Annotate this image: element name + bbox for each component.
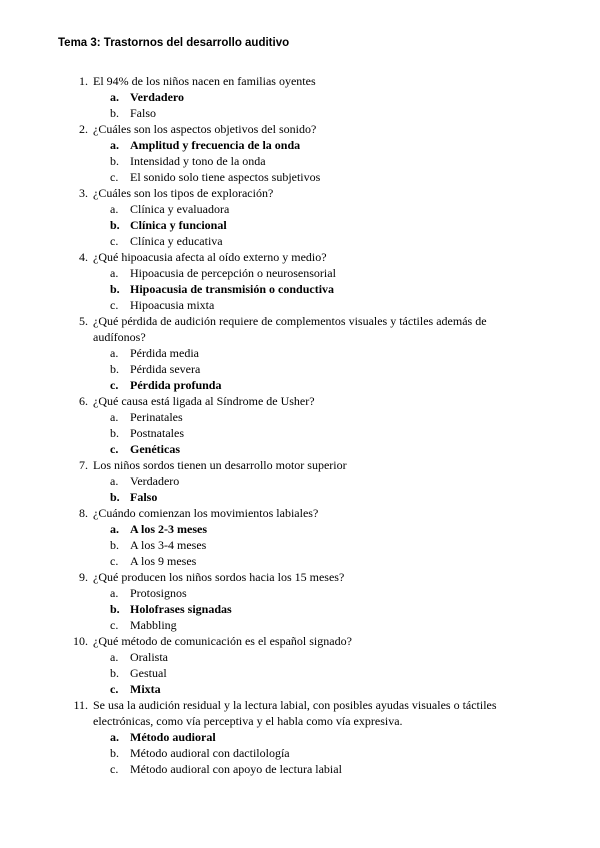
option-text: Intensidad y tono de la onda: [130, 154, 266, 168]
option-letter: b.: [110, 746, 119, 760]
option-letter: a.: [110, 650, 119, 664]
option-letter: a.: [110, 346, 119, 360]
option-b: [0, 217, 600, 233]
option-letter: a.: [110, 730, 119, 744]
option-c: [0, 297, 600, 313]
question-text: ¿Cuáles son los tipos de exploración?: [93, 186, 274, 200]
option-b: [0, 153, 600, 169]
option-letter: b.: [110, 538, 119, 552]
option-b: [0, 489, 600, 505]
option-c: [0, 441, 600, 457]
option-letter: a.: [110, 266, 119, 280]
option-text: Verdadero: [130, 474, 180, 488]
question-number: 10.: [73, 634, 88, 648]
option-a: [0, 345, 600, 361]
option-letter: a.: [110, 410, 119, 424]
question-text: Los niños sordos tienen un desarrollo motor superior: [93, 458, 347, 472]
option-c: [0, 233, 600, 249]
option-b: [0, 281, 600, 297]
option-letter: b.: [110, 666, 119, 680]
question-text: ¿Qué pérdida de audición requiere de complementos visuales y táctiles además de audífonos?: [93, 314, 487, 344]
option-c: [0, 761, 600, 777]
option-a: [0, 585, 600, 601]
option-text: A los 2-3 meses: [130, 522, 207, 536]
option-text: Clínica y evaluadora: [130, 202, 230, 216]
question-number: 7.: [79, 458, 88, 472]
option-letter: c.: [110, 618, 119, 632]
option-text: Protosignos: [130, 586, 187, 600]
question-text: ¿Cuáles son los aspectos objetivos del sonido?: [93, 122, 317, 136]
option-letter: a.: [110, 586, 119, 600]
option-a: [0, 265, 600, 281]
option-b: [0, 105, 600, 121]
option-text: Pérdida severa: [130, 362, 201, 376]
option-letter: c.: [110, 682, 119, 696]
option-letter: c.: [110, 554, 119, 568]
option-text: Método audioral: [130, 730, 216, 744]
option-letter: c.: [110, 170, 119, 184]
option-letter: b.: [110, 154, 119, 168]
option-b: [0, 745, 600, 761]
question-text: Se usa la audición residual y la lectura labial, con posibles ayudas visuales o táctiles electrónicas, como vía perceptiva y el habla como vía expresiva.: [93, 698, 497, 728]
option-a: [0, 201, 600, 217]
question-text: ¿Qué hipoacusia afecta al oído externo y medio?: [93, 250, 327, 264]
question-number: 3.: [79, 186, 88, 200]
option-text: A los 3-4 meses: [130, 538, 207, 552]
option-text: Verdadero: [130, 90, 184, 104]
option-text: Clínica y educativa: [130, 234, 223, 248]
option-letter: b.: [110, 218, 120, 232]
option-letter: c.: [110, 762, 119, 776]
option-letter: b.: [110, 282, 120, 296]
question-text: ¿Qué causa está ligada al Síndrome de Usher?: [93, 394, 315, 408]
option-a: [0, 89, 600, 105]
option-a: [0, 729, 600, 745]
question-number: 6.: [79, 394, 88, 408]
page-title: Tema 3: Trastornos del desarrollo auditivo: [58, 37, 290, 49]
option-text: Hipoacusia de transmisión o conductiva: [130, 282, 335, 296]
option-text: El sonido solo tiene aspectos subjetivos: [130, 170, 321, 184]
option-text: Método audioral con dactilología: [130, 746, 290, 760]
option-letter: a.: [110, 522, 119, 536]
option-text: Pérdida profunda: [130, 378, 222, 392]
question-text: ¿Qué producen los niños sordos hacia los 15 meses?: [93, 570, 345, 584]
option-letter: c.: [110, 442, 119, 456]
question-number: 1.: [79, 74, 88, 88]
option-b: [0, 537, 600, 553]
option-letter: b.: [110, 602, 120, 616]
option-text: Mixta: [130, 682, 161, 696]
option-c: [0, 681, 600, 697]
option-a: [0, 473, 600, 489]
option-letter: a.: [110, 90, 119, 104]
option-text: Perinatales: [130, 410, 183, 424]
question-text: ¿Cuándo comienzan los movimientos labiales?: [93, 506, 319, 520]
option-letter: c.: [110, 234, 119, 248]
option-text: Falso: [130, 490, 158, 504]
option-b: [0, 601, 600, 617]
option-letter: a.: [110, 202, 119, 216]
option-a: [0, 137, 600, 153]
option-a: [0, 521, 600, 537]
option-text: Oralista: [130, 650, 168, 664]
question-number: 9.: [79, 570, 88, 584]
option-text: Clínica y funcional: [130, 218, 227, 232]
option-text: Postnatales: [130, 426, 184, 440]
option-text: Hipoacusia de percepción o neurosensorial: [130, 266, 336, 280]
option-a: [0, 649, 600, 665]
question-number: 11.: [73, 698, 88, 712]
option-text: Mabbling: [130, 618, 177, 632]
option-text: Gestual: [130, 666, 167, 680]
option-c: [0, 169, 600, 185]
question-number: 8.: [79, 506, 88, 520]
option-a: [0, 409, 600, 425]
option-text: Pérdida media: [130, 346, 199, 360]
option-c: [0, 377, 600, 393]
option-text: Genéticas: [130, 442, 180, 456]
option-text: Holofrases signadas: [130, 602, 232, 616]
question-number: 2.: [79, 122, 88, 136]
option-letter: b.: [110, 426, 119, 440]
option-letter: c.: [110, 378, 119, 392]
option-b: [0, 425, 600, 441]
question-number: 5.: [79, 314, 88, 328]
option-c: [0, 617, 600, 633]
option-b: [0, 361, 600, 377]
option-text: Hipoacusia mixta: [130, 298, 215, 312]
option-text: Amplitud y frecuencia de la onda: [130, 138, 301, 152]
option-letter: b.: [110, 106, 119, 120]
option-letter: a.: [110, 138, 119, 152]
option-letter: a.: [110, 474, 119, 488]
option-text: Falso: [130, 106, 157, 120]
question-number: 4.: [79, 250, 88, 264]
option-c: [0, 553, 600, 569]
option-b: [0, 665, 600, 681]
option-letter: b.: [110, 362, 119, 376]
question-text: ¿Qué método de comunicación es el español signado?: [93, 634, 352, 648]
question-text: El 94% de los niños nacen en familias oyentes: [93, 74, 316, 88]
option-letter: b.: [110, 490, 120, 504]
option-letter: c.: [110, 298, 119, 312]
option-text: A los 9 meses: [130, 554, 197, 568]
option-text: Método audioral con apoyo de lectura labial: [130, 762, 342, 776]
